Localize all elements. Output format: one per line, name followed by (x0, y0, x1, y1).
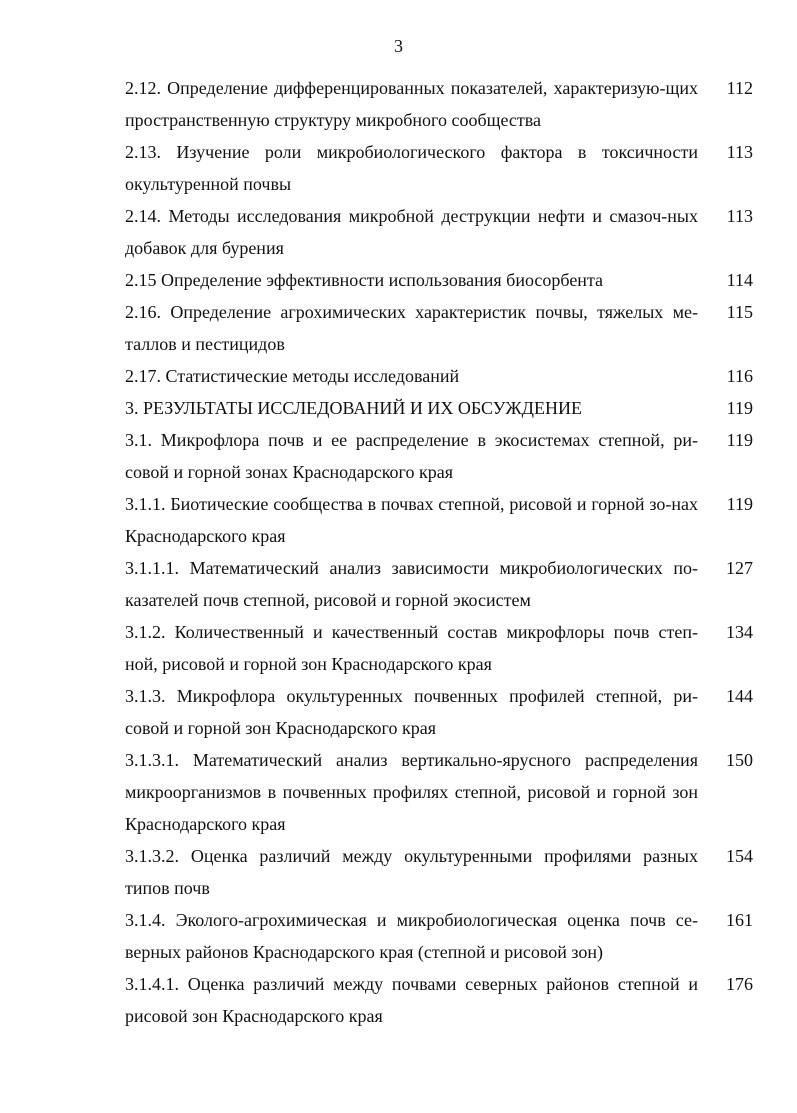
toc-entry-title: 3.1.2. Количественный и качественный состав микрофлоры почв степ-ной, рисовой и горной зон Краснодарского края (125, 622, 698, 674)
toc-entry (125, 264, 755, 296)
toc-entry (125, 72, 755, 136)
toc-entry-title: 3.1.3.1. Математический анализ вертикально-ярусного распределения микроорганизмов в почвенных профилях степной, рисовой и горной зон Краснодарского края (125, 750, 698, 834)
toc-entry-page: 113 (726, 142, 753, 162)
toc-entry-title: 2.17. Статистические методы исследований (125, 366, 460, 386)
toc-entry (125, 392, 755, 424)
toc-entry (125, 296, 755, 360)
toc-entry-title: 2.15 Определение эффективности использования биосорбента (125, 270, 604, 290)
toc-entry (125, 488, 755, 552)
toc-entry-page: 119 (726, 430, 753, 450)
toc-entry-title: 3.1.3. Микрофлора окультуренных почвенных профилей степной, ри-совой и горной зон Краснодарского края (125, 686, 698, 738)
toc-entry-title: 3.1. Микрофлора почв и ее распределение в экосистемах степной, ри-совой и горной зонах Краснодарского края (125, 430, 698, 482)
toc-entry-title: 2.14. Методы исследования микробной деструкции нефти и смазоч-ных добавок для бурения (125, 206, 698, 258)
toc-entry-page: 119 (726, 398, 753, 418)
toc-entry (125, 200, 755, 264)
toc-entry-title: 3.1.3.2. Оценка различий между окультуренными профилями разных типов почв (125, 846, 698, 898)
toc-entry (125, 680, 755, 744)
toc-entry-title: 2.12. Определение дифференцированных показателей, характеризую-щих пространственную структуру микробного сообщества (125, 78, 698, 130)
toc-entry-page: 113 (726, 206, 753, 226)
toc-entry-page: 114 (726, 270, 753, 290)
toc-entry (125, 744, 755, 840)
toc-entry-title: 3.1.1.1. Математический анализ зависимости микробиологических по-казателей почв степной, рисовой и горной экосистем (125, 558, 698, 610)
toc-entry-page: 112 (726, 78, 753, 98)
toc-entry (125, 136, 755, 200)
toc-entry-page: 127 (726, 558, 753, 578)
toc-entry-page: 115 (726, 302, 753, 322)
toc-entry (125, 840, 755, 904)
toc-entry-title: 2.16. Определение агрохимических характеристик почвы, тяжелых ме-таллов и пестицидов (125, 302, 698, 354)
toc-entry-page: 154 (726, 846, 753, 866)
toc-entry-title: 2.13. Изучение роли микробиологического фактора в токсичности окультуренной почвы (125, 142, 698, 194)
toc-entry-page: 134 (726, 622, 753, 642)
toc-entry-title: 3.1.4. Эколого-агрохимическая и микробиологическая оценка почв се-верных районов Краснодарского края (степной и рисовой зон) (125, 910, 698, 962)
toc-entry-page: 161 (726, 910, 753, 930)
toc-entry-page: 119 (726, 494, 753, 514)
toc-entry-page: 116 (726, 366, 753, 386)
toc-entry-page: 176 (726, 974, 753, 994)
page-number: 3 (394, 36, 403, 56)
toc-entry-page: 150 (726, 750, 753, 770)
toc-entry (125, 360, 755, 392)
toc-entry (125, 552, 755, 616)
toc-entry (125, 616, 755, 680)
toc-entry-page: 144 (726, 686, 753, 706)
toc-entry-title: 3. РЕЗУЛЬТАТЫ ИССЛЕДОВАНИЙ И ИХ ОБСУЖДЕНИЕ (125, 398, 582, 418)
toc-entry (125, 424, 755, 488)
toc-entry (125, 968, 755, 1032)
toc-entry-title: 3.1.4.1. Оценка различий между почвами северных районов степной и рисовой зон Краснодарского края (125, 974, 698, 1026)
toc-entry-title: 3.1.1. Биотические сообщества в почвах степной, рисовой и горной зо-нах Краснодарского края (125, 494, 698, 546)
table-of-contents (125, 72, 755, 1032)
toc-entry (125, 904, 755, 968)
